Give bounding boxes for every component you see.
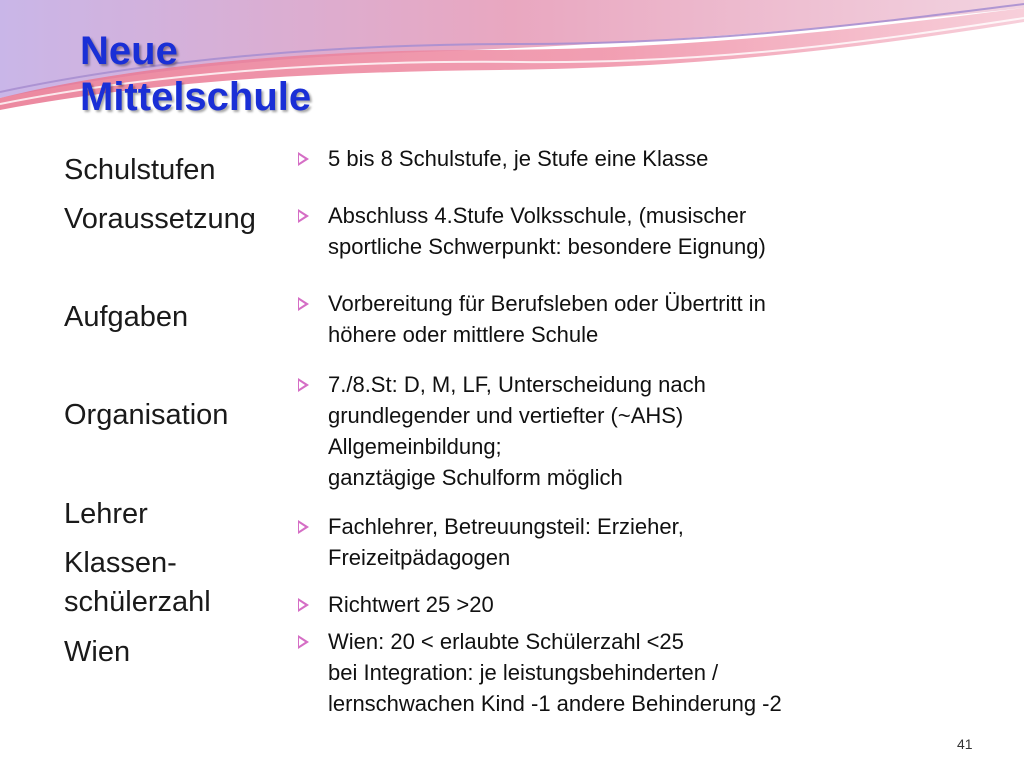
bullet-arrow-icon bbox=[298, 297, 309, 311]
bullet-wien bbox=[298, 626, 938, 719]
bullet-arrow-icon bbox=[298, 598, 309, 612]
bullet-klassenschuelerzahl bbox=[298, 589, 938, 620]
label-organisation: Organisation bbox=[64, 399, 229, 431]
bullet-aufgaben bbox=[298, 288, 938, 350]
bullet-text: 5 bis 8 Schulstufe, je Stufe eine Klasse bbox=[328, 146, 709, 171]
label-schulstufen: Schulstufen bbox=[64, 154, 216, 186]
label-klassen: Klassen- bbox=[64, 547, 177, 579]
label-schuelerzahl: schülerzahl bbox=[64, 586, 211, 618]
bullet-text: Wien: 20 < erlaubte Schülerzahl <25 bei Integration: je leistungsbehinderten / lernschwachen Kind -1 andere Behinderung -2 bbox=[328, 629, 782, 716]
page-number: 41 bbox=[957, 736, 973, 752]
bullet-text: Abschluss 4.Stufe Volksschule, (musischer sportliche Schwerpunkt: besondere Eignung) bbox=[328, 203, 766, 259]
bullet-text: Fachlehrer, Betreuungsteil: Erzieher, Freizeitpädagogen bbox=[328, 514, 684, 570]
bullet-text: Richtwert 25 >20 bbox=[328, 592, 494, 617]
label-wien: Wien bbox=[64, 636, 131, 668]
label-lehrer: Lehrer bbox=[64, 498, 148, 530]
bullet-organisation bbox=[298, 369, 938, 493]
label-aufgaben: Aufgaben bbox=[64, 301, 189, 333]
bullet-arrow-icon bbox=[298, 152, 309, 166]
bullet-arrow-icon bbox=[298, 209, 309, 223]
bullet-lehrer bbox=[298, 511, 938, 573]
bullet-arrow-icon bbox=[298, 520, 309, 534]
title-line-1: Neue bbox=[80, 29, 178, 73]
bullet-arrow-icon bbox=[298, 635, 309, 649]
bullet-schulstufen bbox=[298, 143, 938, 174]
bullet-arrow-icon bbox=[298, 378, 309, 392]
bullet-text: 7./8.St: D, M, LF, Unterscheidung nach grundlegender und vertiefter (~AHS) Allgemeinbildung; ganztägige Schulform möglich bbox=[328, 372, 706, 490]
label-voraussetzung: Voraussetzung bbox=[64, 203, 256, 235]
title-line-2: Mittelschule bbox=[80, 75, 312, 119]
bullet-voraussetzung bbox=[298, 200, 938, 262]
bullet-text: Vorbereitung für Berufsleben oder Übertritt in höhere oder mittlere Schule bbox=[328, 291, 766, 347]
slide-title bbox=[80, 28, 311, 120]
